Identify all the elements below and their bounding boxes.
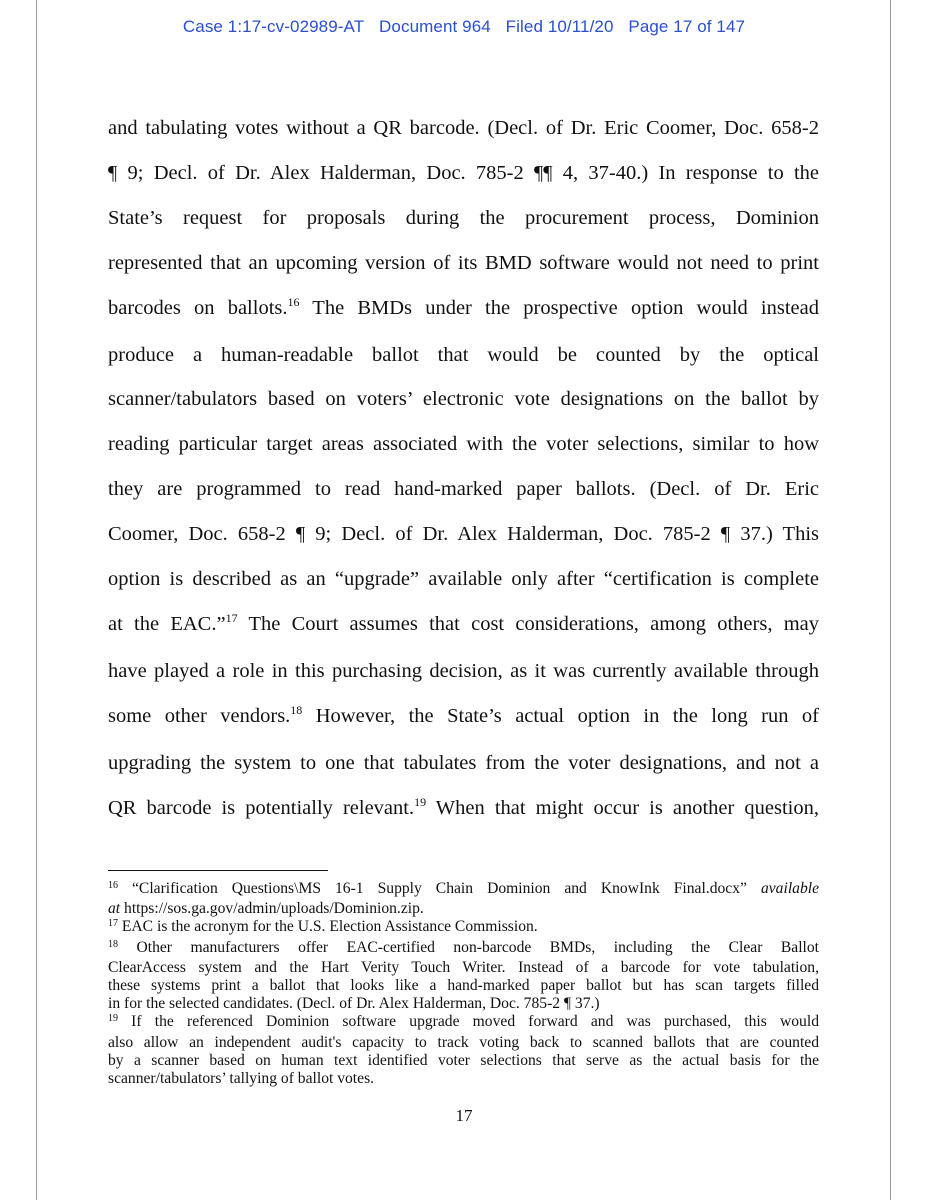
header-document-number: Document 964 xyxy=(379,17,491,36)
page-edge-right xyxy=(890,0,891,1200)
footnote-18-cont: in for the selected candidates. (Decl. of Dr. Alex Halderman, Doc. 785-2 ¶ 37.) xyxy=(108,995,600,1013)
header-page-count: Page 17 of 147 xyxy=(628,17,746,36)
body-line: they are programmed to read hand-marked paper ballots. (Decl. of Dr. Eric xyxy=(108,478,819,501)
body-line: option is described as an “upgrade” available only after “certification is complete xyxy=(108,568,819,591)
body-line: scanner/tabulators based on voters’ electronic vote designations on the ballot by xyxy=(108,388,819,411)
footnote-18-cont: these systems print a ballot that looks like a hand-marked paper ballot but has scan targets filled xyxy=(108,977,819,995)
footnote-16-cont: at https://sos.ga.gov/admin/uploads/Dominion.zip. xyxy=(108,900,424,918)
footnote-18-cont: ClearAccess system and the Hart Verity Touch Writer. Instead of a barcode for vote tabulation, xyxy=(108,958,819,976)
footnotes xyxy=(108,880,819,1088)
footnote-18: $^{18}$ Other manufacturers offer EAC-certified non-barcode BMDs, including the Clear Ballot xyxy=(108,938,819,956)
body-line: represented that an upcoming version of its BMD software would not need to print xyxy=(108,251,819,274)
body-line: at the EAC.”$^{17}$ The Court assumes that cost considerations, among others, may xyxy=(108,610,819,635)
body-line: some other vendors.$^{18}$ However, the State’s actual option in the long run of xyxy=(108,702,819,727)
footnote-17: $^{17}$ EAC is the acronym for the U.S. Election Assistance Commission. xyxy=(108,918,538,936)
footnote-separator xyxy=(108,870,328,871)
page-edge-left xyxy=(36,0,37,1200)
footnote-16: $^{16}$ “Clarification Questions\MS 16-1 Supply Chain Dominion and KnowInk Final.docx” available xyxy=(108,880,819,897)
body-line: reading particular target areas associated with the voter selections, similar to how xyxy=(108,433,819,456)
page-number: 17 xyxy=(455,1106,473,1125)
footnote-ref-16: 16 xyxy=(287,294,300,309)
footnote-16-url: https://sos.ga.gov/admin/uploads/Dominion.zip. xyxy=(120,900,424,918)
body-line: ¶ 9; Decl. of Dr. Alex Halderman, Doc. 785-2 ¶¶ 4, 37-40.) In response to the xyxy=(108,161,819,184)
footnote-19-cont: also allow an independent audit's capacity to track voting back to scanned ballots that are counted xyxy=(108,1033,819,1051)
footnote-19: $^{19}$ If the referenced Dominion software upgrade moved forward and was purchased, this would xyxy=(108,1013,819,1031)
header-case-number: Case 1:17-cv-02989-AT xyxy=(182,17,365,36)
footnote-ref-17: 17 xyxy=(225,610,238,625)
case-header xyxy=(0,17,928,37)
body-line: QR barcode is potentially relevant.$^{19}$ When that might occur is another question, xyxy=(108,794,819,819)
body-line: barcodes on ballots.$^{16}$ The BMDs under the prospective option would instead xyxy=(108,294,820,319)
body-line: State’s request for proposals during the procurement process, Dominion xyxy=(108,206,819,229)
body-line: produce a human-readable ballot that would be counted by the optical xyxy=(108,343,819,366)
header-filed-date: Filed 10/11/20 xyxy=(505,17,614,36)
body-line: upgrading the system to one that tabulates from the voter designations, and not a xyxy=(108,751,819,774)
footnote-19-cont: scanner/tabulators’ tallying of ballot votes. xyxy=(108,1070,375,1088)
footnote-19-cont: by a scanner based on human text identified voter selections that serve as the actual basis for the xyxy=(108,1051,819,1069)
body-line: have played a role in this purchasing decision, as it was currently available through xyxy=(108,659,819,682)
body-line: Coomer, Doc. 658-2 ¶ 9; Decl. of Dr. Alex Halderman, Doc. 785-2 ¶ 37.) This xyxy=(108,523,819,546)
body-text xyxy=(108,106,819,833)
footnote-ref-19: 19 xyxy=(414,794,427,809)
body-line: and tabulating votes without a QR barcode. (Decl. of Dr. Eric Coomer, Doc. 658-2 xyxy=(108,117,819,139)
footnote-ref-18: 18 xyxy=(290,702,303,717)
